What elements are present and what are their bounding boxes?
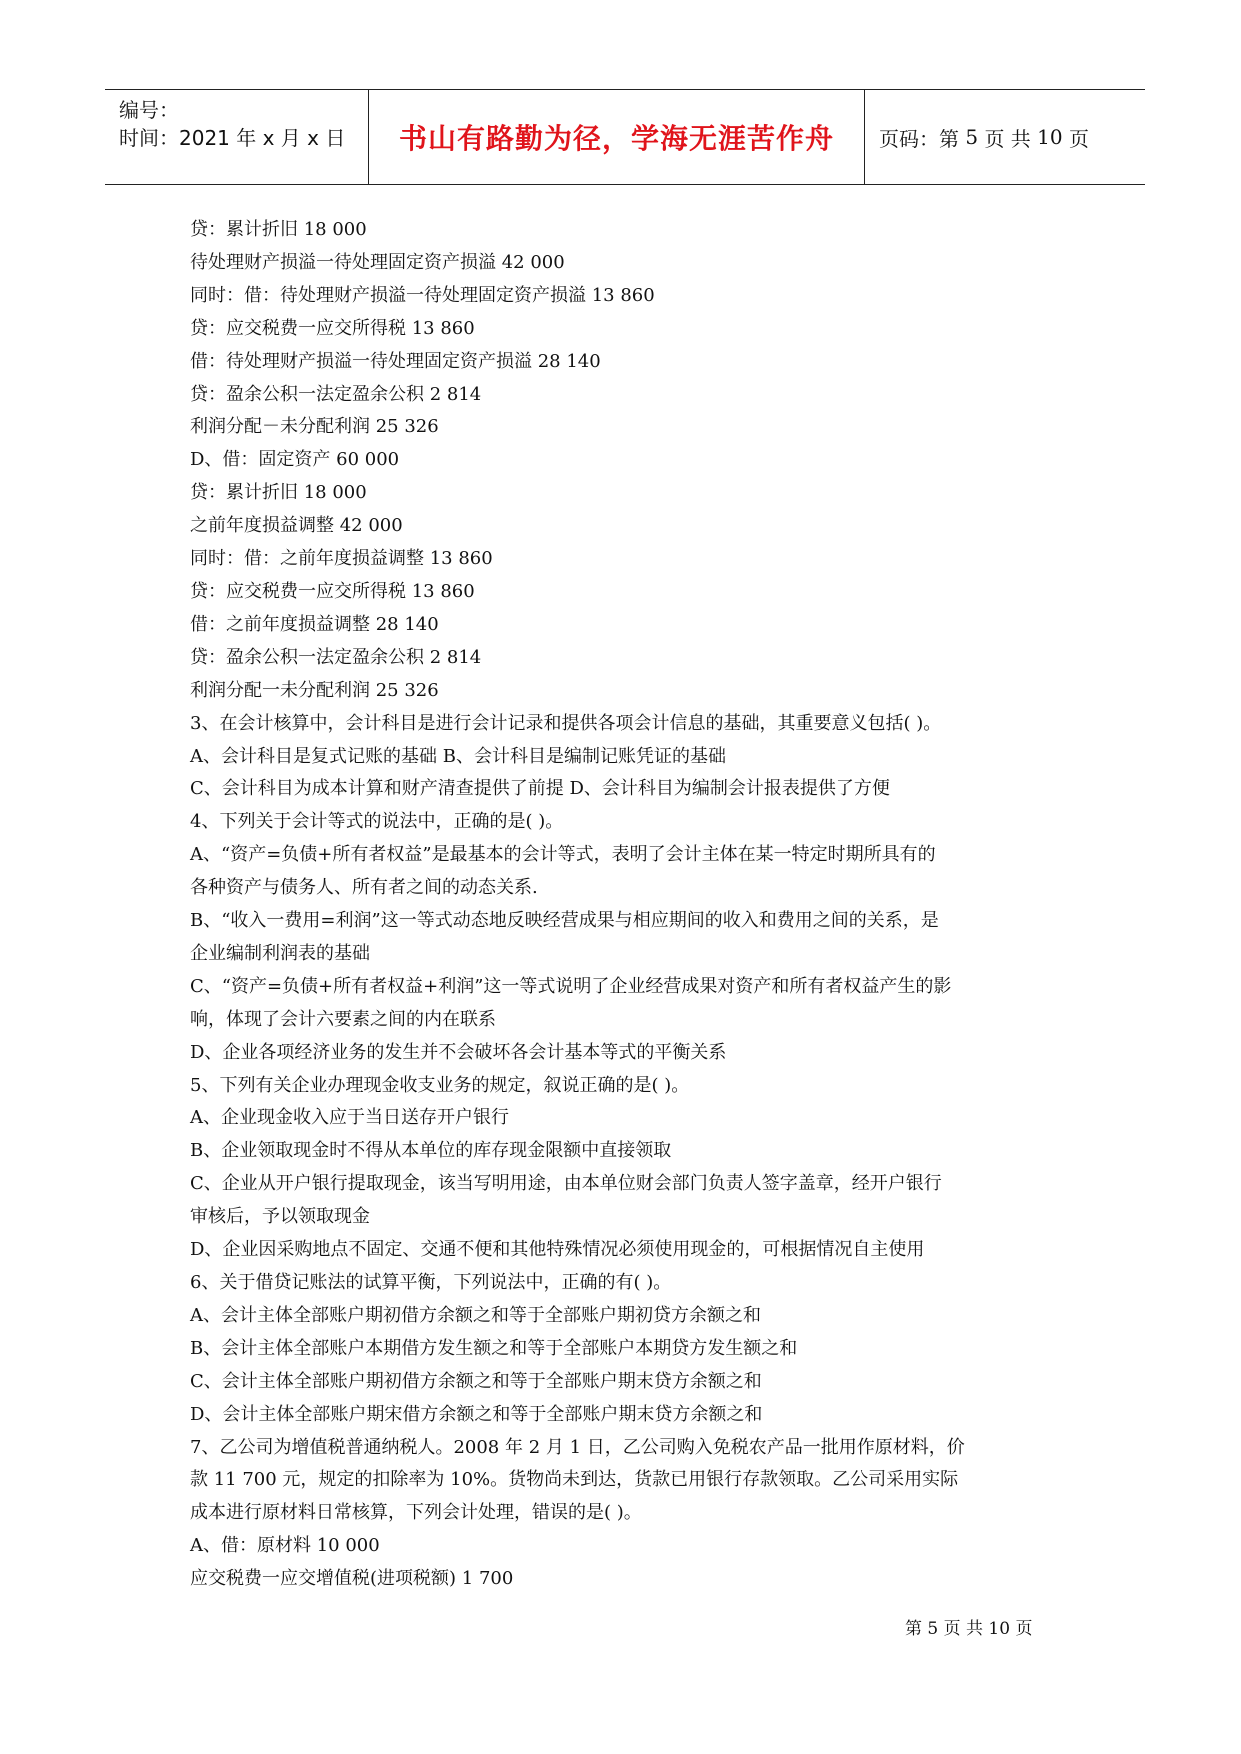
document-body	[190, 214, 1070, 1596]
body-line: 同时：借：待处理财产损溢一待处理固定资产损溢 13 860	[190, 284, 655, 306]
body-line: D、借：固定资产 60 000	[190, 449, 400, 471]
body-line: 贷：累计折旧 18 000	[190, 482, 367, 504]
body-line: A、会计科目是复式记账的基础 B、会计科目是编制记账凭证的基础	[190, 745, 726, 767]
header-page-number	[865, 90, 1145, 184]
body-line: 同时：借：之前年度损益调整 13 860	[190, 548, 493, 570]
header-motto: 书山有路勤为径，学海无涯苦作舟	[369, 90, 865, 184]
body-line: B、企业领取现金时不得从本单位的库存现金限额中直接领取	[190, 1140, 672, 1162]
body-line: A、会计主体全部账户期初借方余额之和等于全部账户期初贷方余额之和	[190, 1304, 761, 1326]
document-code-label: 编号：	[119, 98, 179, 122]
body-line: 贷：累计折旧 18 000	[190, 219, 367, 240]
page-mid: 页 共	[978, 126, 1038, 151]
body-line: 借：待处理财产损溢一待处理固定资产损溢 28 140	[190, 350, 601, 372]
body-line: 各种资产与债务人、所有者之间的动态关系.	[190, 877, 538, 899]
body-line: 成本进行原材料日常核算，下列会计处理，错误的是( )。	[190, 1502, 642, 1524]
body-line: A、借：原材料 10 000	[190, 1535, 380, 1557]
body-line: C、企业从开户银行提取现金，该当写明用途，由本单位财会部门负责人签字盖章，经开户银行	[190, 1173, 942, 1195]
body-line: 贷：盈余公积一法定盈余公积 2 814	[190, 646, 482, 668]
body-line: 利润分配－未分配利润 25 326	[190, 416, 439, 438]
body-line: D、企业各项经济业务的发生并不会破坏各会计基本等式的平衡关系	[190, 1041, 727, 1063]
body-line: 7、乙公司为增值税普通纳税人。2008 年 2 月 1 日，乙公司购入免税农产品一批用作原材料，价	[190, 1436, 965, 1458]
body-line: 贷：应交税费一应交所得税 13 860	[190, 317, 475, 339]
body-line: 贷：应交税费一应交所得税 13 860	[190, 580, 475, 602]
body-line: 5、下列有关企业办理现金收支业务的规定，叙说正确的是( )。	[190, 1074, 690, 1096]
body-line: 审核后，予以领取现金	[190, 1206, 370, 1228]
body-line: B、会计主体全部账户本期借方发生额之和等于全部账户本期贷方发生额之和	[190, 1337, 798, 1359]
body-line: 贷：盈余公积一法定盈余公积 2 814	[190, 383, 482, 405]
page-footer: 第 5 页 共 10 页	[905, 1619, 1033, 1639]
body-line: 企业编制利润表的基础	[190, 942, 370, 964]
body-line: A、企业现金收入应于当日送存开户银行	[190, 1107, 509, 1129]
page-header	[105, 89, 1145, 185]
page-prefix: 页码：第	[879, 126, 966, 151]
body-line: B、“收入一费用=利润”这一等式动态地反映经营成果与相应期间的收入和费用之间的关系，是	[190, 910, 939, 932]
body-line: 6、关于借贷记账法的试算平衡，下列说法中，正确的有( )。	[190, 1272, 672, 1293]
body-line: D、企业因采购地点不固定、交通不便和其他特殊情况必须使用现金的，可根据情况自主使用	[190, 1239, 925, 1261]
document-time: 时间：2021 年 x 月 x 日	[119, 126, 346, 150]
body-line: 待处理财产损溢一待处理固定资产损溢 42 000	[190, 251, 565, 273]
body-line: C、“资产=负债+所有者权益+利润”这一等式说明了企业经营成果对资产和所有者权益产生的影	[190, 975, 952, 997]
body-line: 应交税费一应交增值税(进项税额) 1 700	[190, 1568, 514, 1590]
body-line: 利润分配一未分配利润 25 326	[190, 679, 439, 701]
header-meta	[105, 90, 369, 184]
body-line: 响，体现了会计六要素之间的内在联系	[190, 1008, 496, 1030]
page-suffix: 页	[1062, 126, 1089, 151]
body-line: 款 11 700 元，规定的扣除率为 10%。货物尚未到达，货款已用银行存款领取。乙公司采用实际	[190, 1469, 959, 1491]
body-line: A、“资产=负债+所有者权益”是最基本的会计等式，表明了会计主体在某一特定时期所具有的	[190, 844, 936, 866]
page-current: 5	[965, 125, 979, 149]
body-line: 4、下列关于会计等式的说法中，正确的是( )。	[190, 811, 564, 833]
body-line: C、会计主体全部账户期初借方余额之和等于全部账户期末贷方余额之和	[190, 1370, 762, 1392]
body-line: 借：之前年度损益调整 28 140	[190, 613, 439, 635]
body-line: C、会计科目为成本计算和财产清查提供了前提 D、会计科目为编制会计报表提供了方便	[190, 778, 890, 800]
body-line: 3、在会计核算中，会计科目是进行会计记录和提供各项会计信息的基础，其重要意义包括( )。	[190, 712, 942, 734]
body-line: D、会计主体全部账户期宋借方余额之和等于全部账户期末贷方余额之和	[190, 1403, 763, 1425]
body-line: 之前年度损益调整 42 000	[190, 515, 403, 537]
page-total: 10	[1037, 125, 1063, 149]
